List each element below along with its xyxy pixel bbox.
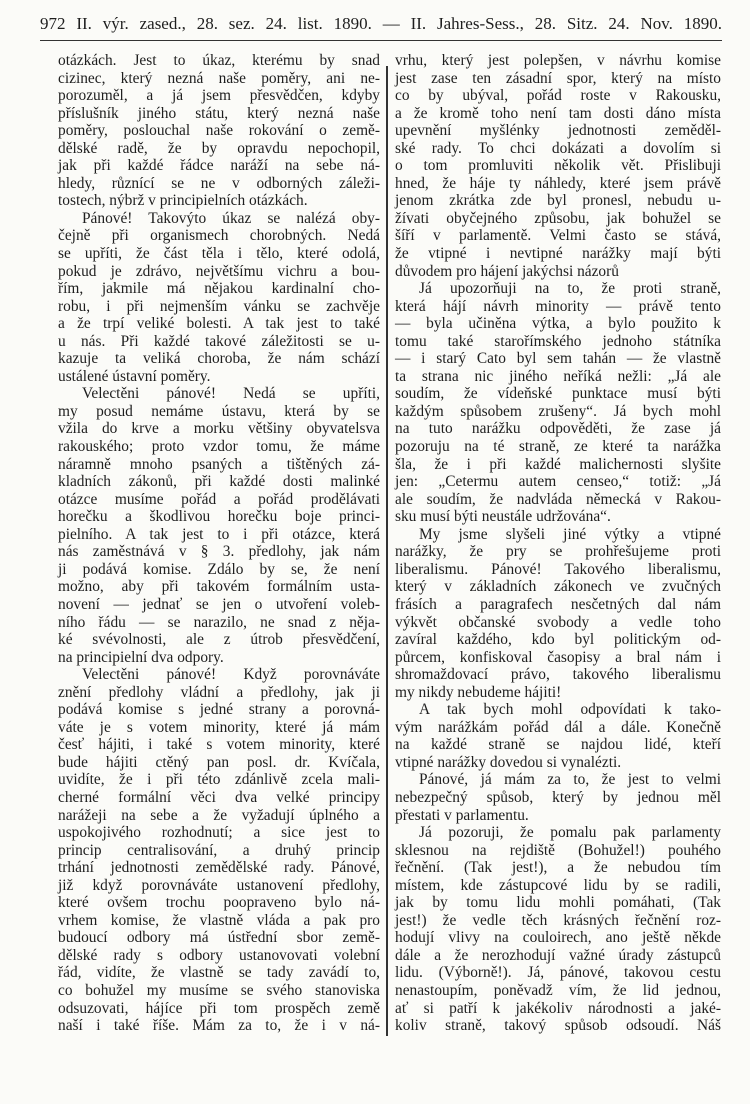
left-text-line: robu, i při nejmenším vánku se zachvěje <box>58 297 380 315</box>
right-text-line: liberalismu. Pánové! Takového liberalismu, <box>395 560 721 578</box>
left-text-line: řád, vidíte, že vlastně se tady zavádí to, <box>58 964 380 982</box>
left-text-line: rakouského; proto vzdor tomu, že máme <box>58 438 380 456</box>
right-text-line: tomu také starořímského jednoho státníka <box>395 332 721 350</box>
right-text-line: jen: „Cetermu autem censeo,“ totiž: „Já <box>395 473 721 491</box>
left-text-line: ustálené ústavní poměry. <box>58 367 211 385</box>
right-text-line: frásích a paragrafech nesčetných dal nám <box>395 595 721 613</box>
left-text-line: my posud nemáme ústavu, která by se <box>58 402 380 420</box>
left-text-line: co bohužel my musíme se svého stanoviska <box>58 981 380 999</box>
right-text-line: řečnění. (Tak jest!), a že nebudou tím <box>395 859 721 877</box>
left-text-line: dělské radě, že by opravdu nepochopil, <box>58 139 380 157</box>
right-text-line: my nikdy nebudeme hájiti! <box>395 683 562 701</box>
left-text-line: kladních zákonů, při každé dosti malinké <box>58 473 380 491</box>
right-text-line: upevnění myšlénky jednotnosti zeměděl- <box>395 122 721 140</box>
right-text-line: ské rady. To chci dokázati a dovolím si <box>395 139 721 157</box>
right-text-line: vým narážkám pořád dál a dále. Konečně <box>395 718 721 736</box>
left-text-line: znění předlohy vládní a předlohy, jak ji <box>58 683 380 701</box>
right-text-line: výkvět občanské svobody a vedle toho <box>395 613 721 631</box>
left-text-line: čejně při organismech chorobných. Nedá <box>58 227 380 245</box>
left-text-line: bude hájiti ctěný pan posl. dr. Kvíčala, <box>58 753 380 771</box>
left-text-line: uspokojivého rozhodnutí; a sice jest to <box>58 824 380 842</box>
right-text-line: A tak bych mohl odpovídati k tako- <box>419 701 721 719</box>
left-text-line: trhání jednotnosti zemědělské rady. Pánové, <box>58 859 380 877</box>
left-text-line: dělské rady s odbory ustanovovati volební <box>58 946 380 964</box>
right-text-line: vtipné narážky dovedou si vynalézti. <box>395 753 622 771</box>
left-text-line: Velectěni pánové! Když porovnáváte <box>82 666 380 684</box>
right-text-line: šla, že i při každé malichernosti slyšite <box>395 455 721 473</box>
right-text-line: každým spůsobem zrušeny“. Já bych mohl <box>395 402 721 420</box>
left-text-line: náramně mnoho psaných a tištěných zá- <box>58 455 380 473</box>
left-text-line: poměry, poslouchal naše rokování o země- <box>58 122 380 140</box>
right-text-line: jest zase ten zásadní spor, který na místo <box>395 69 721 87</box>
right-text-line: který v základních zákonech ve zvučných <box>395 578 721 596</box>
right-text-line: co by ubýval, pořád roste v Rakousku, <box>395 87 721 105</box>
left-text-line: princip centralisování, a druhý princip <box>58 841 380 859</box>
right-text-line: že vtipné i nevtipné narážky mají býti <box>395 245 721 263</box>
right-text-line: pozoruju na té straně, ze které ta narážka <box>395 438 721 456</box>
right-text-line: na každé straně se najdou lidé, kteří <box>395 736 721 754</box>
left-text-line: cizinec, který nezná naše poměry, ani ne- <box>58 69 380 87</box>
left-text-line: uvidíte, že i při této zdánlivě zcela mali- <box>58 771 380 789</box>
left-text-line: tostech, nýbrž v principielních otázkách. <box>58 192 308 210</box>
right-text-line: zavíral každého, kdo byl politickým od- <box>395 631 721 649</box>
right-text-line: ta strana nic jiného neříká nežli: „Já ale <box>395 367 721 385</box>
right-text-line: hned, že háje ty náhledy, které jsem právě <box>395 174 721 192</box>
left-text-line: Pánové! Takovýto úkaz se nalézá oby- <box>82 209 380 227</box>
right-text-line: Já upozorňuji na to, že proti straně, <box>419 280 721 298</box>
left-text-line: se upříti, že část těla i tělo, které odolá, <box>58 245 380 263</box>
left-text-line: česť hájiti, i také s votem minority, které <box>58 736 380 754</box>
right-text-line: místem, kde zástupcové lidu by se radili, <box>395 876 721 894</box>
left-text-line: řím, jakmile má nějakou kardinalní cho- <box>58 280 380 298</box>
left-text-line: podává komise s jedné strany a porovná- <box>58 701 380 719</box>
column-divider <box>386 66 388 1036</box>
left-text-line: a že trpí veliké bolesti. A tak jest to také <box>58 315 380 333</box>
left-text-line: již když porovnáváte ustanovení předlohy, <box>58 876 380 894</box>
left-text-line: porozuměl, a já jsem přesvědčen, kdyby <box>58 87 380 105</box>
left-text-line: vžila do krve a morku většiny obyvatelsva <box>58 420 380 438</box>
left-text-line: budoucí odbory má ústřední sbor země- <box>58 929 380 947</box>
right-text-line: na tuto narážku odpověděti, že zase já <box>395 420 721 438</box>
left-text-line: odsuzovati, hájíce při tom prospěch země <box>58 999 380 1017</box>
left-text-line: otázce musíme pořád a pořád prodělávati <box>58 490 380 508</box>
right-text-line: — byla učiněna výtka, a bylo použito k <box>395 315 721 333</box>
right-text-line: šíří v parlamentě. Velmi často se stává, <box>395 227 721 245</box>
right-text-line: nenastoupím, poněvadž vím, že lid jednou, <box>395 981 721 999</box>
right-column <box>395 52 721 1035</box>
left-text-line: jak při každé řádce naráží na sebe ná- <box>58 157 380 175</box>
right-text-line: důvodem pro hájení jakýchsi názorů <box>395 262 619 280</box>
right-text-line: Pánové, já mám za to, že jest to velmi <box>419 771 721 789</box>
left-text-line: pielního. A tak jest to i při otázce, která <box>58 525 380 543</box>
right-text-line: koliv straně, takový spůsob odsoudí. Náš <box>395 1017 721 1035</box>
left-text-line: které ovšem trochu poopraveno bylo ná- <box>58 894 380 912</box>
right-text-line: jak by tomu lidu mohli pomáhati, (Tak <box>395 894 721 912</box>
left-text-line: možno, aby při takovém formálním usta- <box>58 578 380 596</box>
right-text-line: lidu. (Výborně!). Já, pánové, takovou cestu <box>395 964 721 982</box>
left-text-line: hledy, různící se ne v odborných záleži- <box>58 174 380 192</box>
page-header: 972 II. výr. zased., 28. sez. 24. list. 1890. — II. Jahres-Sess., 28. Sitz. 24. Nov. 1890. <box>40 14 722 41</box>
right-text-line: dále a že nerozhodují važné úrady zástupců <box>395 946 721 964</box>
left-text-line: na principielní dva odpory. <box>58 648 224 666</box>
left-text-line: ké svévolnosti, ale z útrob přesvědčení, <box>58 631 380 649</box>
left-text-line: horečku a škodlivou horečku boje princi- <box>58 508 380 526</box>
left-text-line: u nás. Při každé takové záležitosti se u- <box>58 332 380 350</box>
left-text-line: ního řádu — se narazilo, ne snad z něja- <box>58 613 380 631</box>
right-text-line: ať si patří k jakékoliv národnosti a jaké- <box>395 999 721 1017</box>
left-text-line: příslušník jiného státu, který nezná naše <box>58 104 380 122</box>
left-text-line: váte je s votem minority, které já mám <box>58 718 380 736</box>
right-text-line: narážky, že pry se prohřešujeme proti <box>395 543 721 561</box>
right-text-line: ale soudím, že nadvláda německá v Rakou- <box>395 490 721 508</box>
right-text-line: o tom promluviti několik vět. Přislibuji <box>395 157 721 175</box>
right-text-line: sku musí býti neustále udržována“. <box>395 508 611 526</box>
right-text-line: která hájí návrh minority — právě tento <box>395 297 721 315</box>
left-text-line: ji podává komise. Zdálo by se, že není <box>58 560 380 578</box>
right-text-line: nebezpečný spůsob, který by jednou měl <box>395 788 721 806</box>
left-text-line: novení — jednať se jen o utvoření voleb- <box>58 595 380 613</box>
right-text-line: hodují vlivy na couloirech, ano ještě někde <box>395 929 721 947</box>
left-text-line: naší i také říše. Mám za to, že i v ná- <box>58 1017 380 1035</box>
left-text-line: vrhem komise, že vlastně vláda a pak pro <box>58 911 380 929</box>
left-text-line: kazuje ta veliká choroba, že nám schází <box>58 350 380 368</box>
right-text-line: jest!) že vedle těch krásných řečnění roz- <box>395 911 721 929</box>
right-text-line: přestati v parlamentu. <box>395 806 529 824</box>
right-text-line: soudím, že vídeňské punktace musí býti <box>395 385 721 403</box>
left-text-line: narážeji na sebe a že vyžadují úplného a <box>58 806 380 824</box>
right-text-line: shromaždovací právo, takového liberalismu <box>395 666 721 684</box>
right-text-line: vrhu, který jest polepšen, v návrhu komise <box>395 52 721 69</box>
left-text-line: pokud je zdrávo, největšímu vichru a bou- <box>58 262 380 280</box>
right-text-line: sklesnou na rejdiště (Bohužel!) pouhého <box>395 841 721 859</box>
right-text-line: jenom zkrátka zde byl pronesl, nebudu u- <box>395 192 721 210</box>
right-text-line: — i starý Cato byl sem tahán — že vlastně <box>395 350 721 368</box>
left-text-line: otázkách. Jest to úkaz, kterému by snad <box>58 52 380 69</box>
right-text-line: půrcem, konfiskoval časopisy a bral nám i <box>395 648 721 666</box>
right-text-line: Já pozoruji, že pomalu pak parlamenty <box>419 824 721 842</box>
left-text-line: cherné formální věci dva velké principy <box>58 788 380 806</box>
right-text-line: My jsme slyšeli jiné výtky a vtipné <box>419 525 721 543</box>
right-text-line: žívati obyčejného způsobu, jak bohužel se <box>395 209 721 227</box>
left-column <box>58 52 380 1035</box>
right-text-line: a že kromě toho není tam dosti dáno místa <box>395 104 721 122</box>
left-text-line: Velectěni pánové! Nedá se upříti, <box>82 385 380 403</box>
left-text-line: nás zaměstnává v § 3. předlohy, jak nám <box>58 543 380 561</box>
